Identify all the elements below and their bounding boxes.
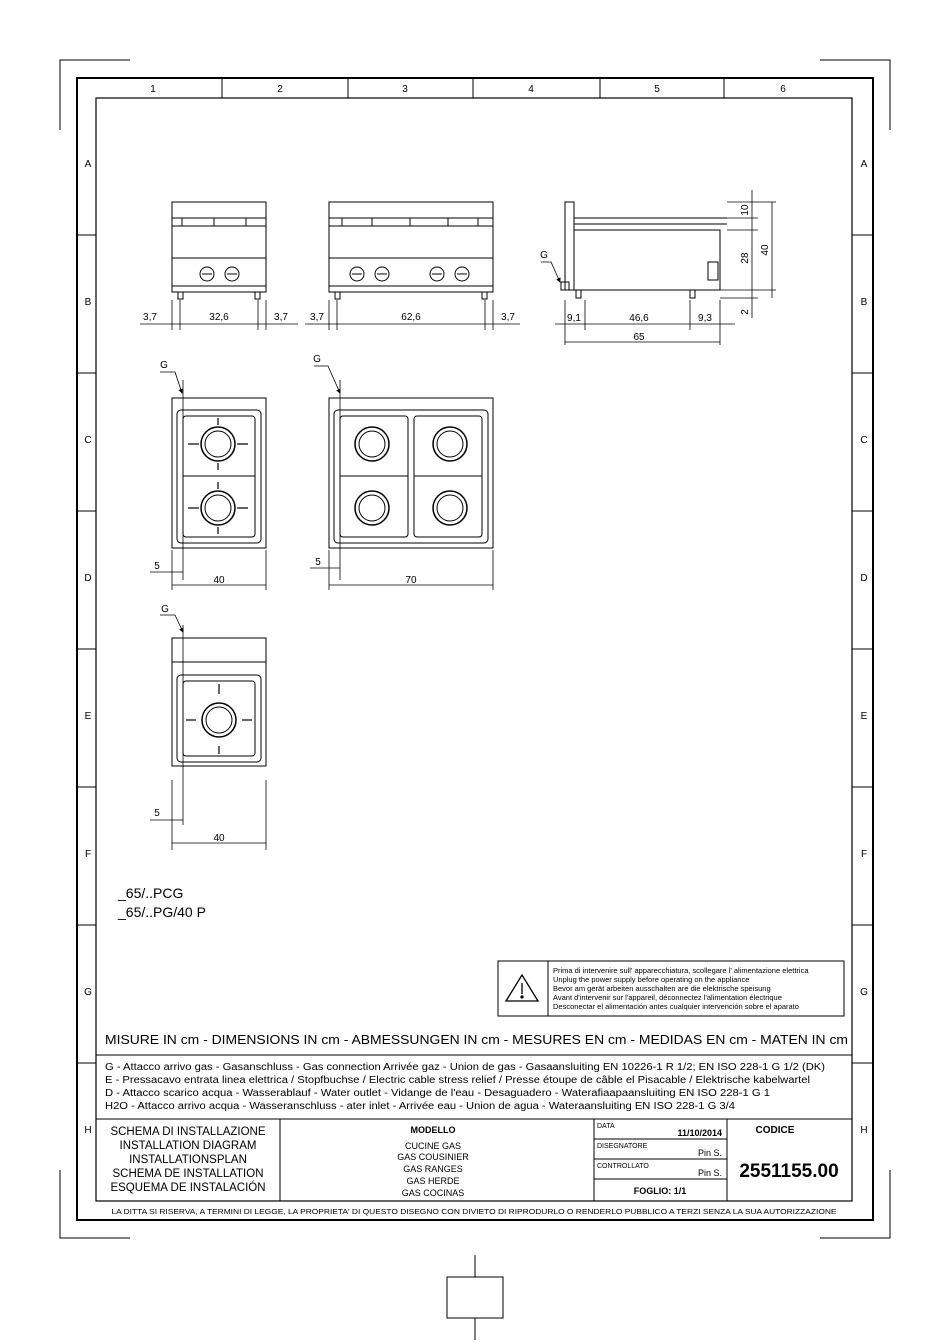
grid-col-1: 1 — [150, 84, 156, 95]
dim-side-40: 40 — [760, 244, 771, 256]
legend-line-d: D - Attacco scarico acqua - Wasserablauf - Water outlet - Vidange de l'eau - Desaguadero - Waterafiaapaansluiting EN ISO 228-1 G 1 — [105, 1088, 771, 1099]
warning-line-4: Avant d'intervenir sur l'appareil, déconnectez l'alimentation électrique — [553, 993, 782, 1002]
dim-top70-off: 5 — [315, 557, 321, 568]
dims-top40-single — [150, 780, 266, 850]
grid-column-labels — [150, 84, 786, 95]
gas-leader-side — [541, 262, 560, 282]
modello-label: MODELLO — [410, 1125, 456, 1135]
codice-label: CODICE — [755, 1125, 795, 1136]
footer-disclaimer: LA DITTA SI RISERVA, A TERMINI DI LEGGE, LA PROPRIETA' DI QUESTO DISEGNO CON DIVIETO DI RIPRODURLO O RENDERLO PUBBLICO A TERZI SENZA LA SUA AUTORIZZAZIONE — [111, 1207, 837, 1216]
grid-row-labels-right — [860, 159, 868, 1136]
side-view — [561, 202, 727, 298]
modello-line-3: GAS RANGES — [403, 1164, 463, 1174]
dim-top40s-w: 40 — [213, 833, 225, 844]
grid-row-d-right: D — [860, 573, 868, 584]
grid-row-f-right: F — [860, 849, 868, 860]
schema-line-5: ESQUEMA DE INSTALACIÓN — [110, 1182, 266, 1194]
front-view-40 — [172, 202, 266, 299]
schema-line-1: SCHEMA DI INSTALLAZIONE — [110, 1126, 266, 1138]
gas-label-side: G — [540, 250, 548, 261]
warning-line-1: Prima di intervenire sull' apparecchiatura, scollegare l' alimentazione elettrica — [553, 966, 809, 975]
modello-line-1: CUCINE GAS — [404, 1141, 462, 1151]
modello-line-5: GAS COCINAS — [401, 1188, 465, 1198]
grid-row-c-right: C — [860, 435, 868, 446]
dims-top70 — [310, 550, 493, 590]
schema-line-4: SCHEMA DE INSTALLATION — [112, 1168, 264, 1180]
warning-line-2: Unplug the power supply before operating on the appliance — [553, 975, 750, 984]
dim-top40s-off: 5 — [154, 808, 160, 819]
codice-value: 2551155.00 — [739, 1161, 839, 1182]
legend-line-g: G - Attacco arrivo gas - Gasanschluss - Gas connection Arrivée gaz - Union de gas - Gasaansluiting EN 10226-1 R 1/2; EN ISO 228-1 G 1/2 (DK) — [105, 1062, 825, 1073]
gas-label-top40-single: G — [161, 604, 169, 615]
top-view-70-four-burner — [329, 398, 493, 548]
grid-col-3: 3 — [402, 84, 408, 95]
model-name-2: _65/..PG/40 P — [118, 904, 206, 920]
disegnatore-value: Pin S. — [697, 1148, 722, 1158]
dim-side-a: 9,1 — [567, 313, 581, 324]
dims-top40 — [150, 550, 266, 590]
grid-row-h: H — [84, 1125, 92, 1136]
disegnatore-label: DISEGNATORE — [597, 1143, 648, 1150]
dim-front40-left: 3,7 — [143, 312, 157, 323]
front-view-70 — [329, 202, 493, 299]
warning-line-3: Bevor am gerät arbeiten ausschalten are die elektrische speisung — [553, 984, 771, 993]
dim-side-10: 10 — [740, 204, 751, 216]
schema-line-2: INSTALLATION DIAGRAM — [119, 1140, 257, 1152]
dim-front70-mid: 62,6 — [401, 312, 421, 323]
model-name-1: _65/..PCG — [118, 885, 184, 901]
gas-label-top70: G — [313, 354, 321, 365]
modello-line-2: GAS COUSINIER — [397, 1152, 469, 1162]
dim-front40-mid: 32,6 — [209, 312, 229, 323]
legend-line-e: E - Pressacavo entrata linea elettrica / Stopfbuchse / Electric cable stress relief / Presse étoupe de câble el Pisacable / Elektrische kabelwartel — [105, 1075, 810, 1086]
grid-row-g-right: G — [860, 987, 868, 998]
grid-row-b: B — [84, 297, 92, 308]
schema-line-3: INSTALLATIONSPLAN — [129, 1154, 247, 1166]
controllato-value: Pin S. — [697, 1168, 722, 1178]
grid-row-e-right: E — [860, 711, 868, 722]
grid-col-5: 5 — [654, 84, 660, 95]
dim-side-total: 65 — [633, 332, 645, 343]
dim-side-b: 46,6 — [629, 313, 649, 324]
dim-side-2: 2 — [740, 309, 751, 315]
dim-front40-right: 3,7 — [274, 312, 288, 323]
grid-row-h-right: H — [860, 1125, 868, 1136]
gas-label-top40: G — [160, 360, 168, 371]
legend-line-h2o: H2O - Attacco arrivo acqua - Wasseranschluss - ater inlet - Arrivée eau - Union de agua - Wateraansluiting EN ISO 228-1 G 3/4 — [105, 1101, 736, 1112]
drawing-frame — [77, 78, 873, 1220]
data-value: 11/10/2014 — [677, 1128, 722, 1138]
dim-front70-right: 3,7 — [501, 312, 515, 323]
grid-row-b-right: B — [860, 297, 868, 308]
dim-top40-w: 40 — [213, 575, 225, 586]
warning-icon — [506, 975, 538, 1001]
grid-row-a-right: A — [860, 159, 868, 170]
warning-line-5: Desconectar el alimentación antes cualquier intervención sobre el aparato — [553, 1002, 799, 1011]
grid-row-labels-left — [84, 159, 92, 1136]
grid-row-c: C — [84, 435, 92, 446]
dim-top70-w: 70 — [405, 575, 417, 586]
controllato-label: CONTROLLATO — [597, 1163, 649, 1170]
grid-col-4: 4 — [528, 84, 534, 95]
dim-front70-left: 3,7 — [310, 312, 324, 323]
dim-side-28: 28 — [740, 252, 751, 264]
grid-row-f: F — [84, 849, 92, 860]
top-view-40-single-burner — [172, 638, 266, 766]
grid-col-6: 6 — [780, 84, 786, 95]
grid-col-2: 2 — [277, 84, 283, 95]
foglio: FOGLIO: 1/1 — [633, 1186, 687, 1196]
dim-side-c: 9,3 — [698, 313, 712, 324]
grid-row-g: G — [84, 987, 92, 998]
top-view-40-two-burner — [172, 398, 266, 548]
dim-top40-off: 5 — [154, 561, 160, 572]
modello-line-4: GAS HERDE — [406, 1176, 460, 1186]
grid-row-d: D — [84, 573, 92, 584]
data-label: DATA — [597, 1123, 615, 1130]
grid-row-e: E — [84, 711, 92, 722]
grid-row-a: A — [84, 159, 92, 170]
measures-line: MISURE IN cm - DIMENSIONS IN cm - ABMESSUNGEN IN cm - MESURES EN cm - MEDIDAS EN cm - MATEN IN cm — [105, 1032, 848, 1047]
